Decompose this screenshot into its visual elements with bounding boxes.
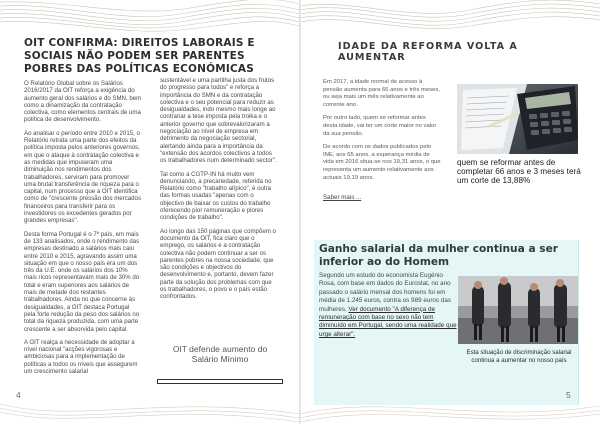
calculator-photo-caption: quem se reformar antes de completar 66 anos e 3 meses terá um corte de 13,88% — [457, 158, 581, 185]
paragraph: Por outro lado, quem se reformar antes desta idade, vai ter um corte maior no valor da sua pensão. — [323, 115, 437, 137]
ver-documento-link[interactable]: Ver documento "A diferença de remuneração com base no sexo não tem diminuído em Portugal, sendo uma realidade que urge alterar". — [319, 305, 457, 338]
left-article-column-1 — [24, 80, 142, 381]
spread-fold — [299, 0, 301, 424]
paragraph: Ao longo das 150 páginas que compõem o documento da OIT, fica claro que o emprego, os salários e a contratação colectiva não podem continuar a ser os parentes pobres na nossa sociedade, que são condições e objectivos do desenvolvimento e, portanto, devem fazer parte da solução dos problemas com que os trabalhadores, o povo e o país estão confrontados. — [160, 227, 276, 301]
saber-mais-link[interactable]: Saber mais ... — [323, 194, 362, 202]
wave-decoration-top-right — [300, 0, 600, 38]
wave-decoration-bottom-left — [0, 394, 300, 424]
page-number-left: 4 — [16, 390, 21, 400]
page-number-right: 5 — [566, 390, 571, 400]
left-article-column-2 — [160, 77, 278, 307]
salary-gap-body — [319, 272, 457, 339]
right-article-body — [323, 79, 441, 203]
paragraph: Em 2017, a idade normal de acesso à pensão aumenta para 66 anos e três meses, ou seja mais um mês relativamente ao corrente ano. — [323, 79, 440, 108]
paragraph: Tal como a CGTP-IN há muito vem denunciando, a precariedade, referida no Relatório como "trabalho atípico", é outra das formas usadas "apenas com o objectivo de baixar os custos do trabalho oferecendo pior remuneração e piores condições de trabalho". — [160, 170, 272, 222]
left-article-title: OIT CONFIRMA: DIREITOS LABORAIS E SOCIAIS NÃO PODEM SER PARENTES POBRES DAS POLÍTICAS ECONÓMICAS — [24, 37, 255, 75]
calculator-photo — [457, 84, 578, 154]
paragraph: A OIT realça a necessidade de adoptar a nível nacional "acções vigorosas e ambiciosas para a implementação de políticas a todos os níveis que assegurem um crescimento salarial — [24, 338, 138, 375]
paragraph: O Relatório Global sobre os Salários 2016/2017 da OIT reforça a exigência do aumento geral dos salários e do SMN, bem como a dinamização da contratação colectiva, como elementos centrais de uma política de desenvolvimento. — [24, 80, 142, 124]
office-photo-caption: Esta situação de discriminação salarial continua a aumentar no nosso país — [466, 349, 572, 364]
right-article-title: IDADE DA REFORMA VOLTA A AUMENTAR — [338, 41, 518, 63]
paragraph: Ao analisar o período entre 2010 e 2015, o Relatório retrata uma parte dos efeitos da política imposta pelos anteriores governos, em que o ataque à contratação colectiva e as medidas que impuseram uma diminuição nos rendimentos dos trabalhadores, serviram para promover uma brutal transferência de riqueza para o capital, num processo que a OIT identifica como de "crescente pressão dos mercados financeiros para transferir para os investidores os excedentes gerados por grandes empresas". — [24, 129, 141, 225]
salary-gap-title: Ganho salarial da mulher continua a ser inferior ao do Homem — [319, 243, 558, 268]
divider-bar — [157, 379, 283, 384]
salary-gap-text: Segundo um estudo do economista Eugénio Rosa, com base em dados do Eurostat, no ano passado o salário mensal dos homens foi em média de 1.245 euros, contra os 989 euros das mulheres. — [319, 272, 451, 313]
paragraph: Desta forma Portugal é o 7º país, em mais de 133 analisados, onde o rendimento das empresas destinado a salários mais caiu entre 2010 e 2015, agravando assim uma situação em que o nosso país era um dos três da U.E. onde os salários dos 10% mais ricos representavam mais de 30% do total e eram superiores aos salários de mais de metade dos restantes trabalhadores. Ainda no que concerne às desigualdades, a OIT destaca Portugal pela forte redução da peso dos salários no total da riqueza produzida, com uma parte crescente a ser absorvida pelo capital. — [24, 230, 140, 333]
left-subhead: OIT defende aumento do Salário Mínimo — [172, 344, 268, 364]
office-people-photo — [458, 276, 578, 344]
paragraph: sustentável e uma partilha justa dos frutos do progresso para todos" e reforça a importância do SMN e da contratação colectiva e o seu potencial para reduzir as desigualdades, indo mesmo mais longe ao contrariar a tese imposta pela troika e o anterior governo que sobrevalorizaram a negociação ao nível de empresa em detrimento da negociação sectorial, alertando ainda para a importância da "extensão dos acordos colectivos a todos os trabalhadores num determinado sector". — [160, 77, 277, 165]
paragraph: De acordo com os dados publicados pelo INE, aos 65 anos, a esperança média de vida em 2016 situa-se nos 19,31 anos, o que representa um aumento relativamente aos actuais 19,19 anos. — [323, 144, 441, 181]
wave-decoration-top-left — [0, 0, 300, 38]
